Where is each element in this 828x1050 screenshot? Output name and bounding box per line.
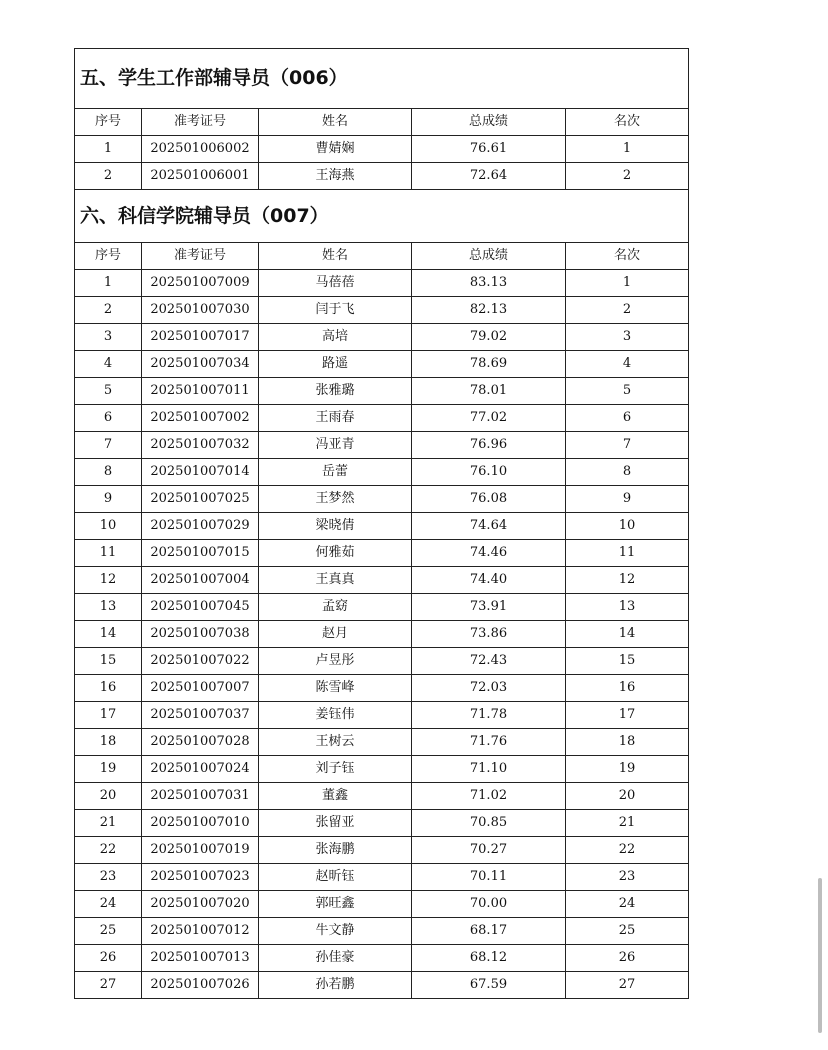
index-cell: 2 [75,163,142,190]
index-cell: 4 [75,351,142,378]
exam-id-cell: 202501007011 [142,378,259,405]
rank-cell: 21 [566,810,689,837]
exam-id-cell: 202501007025 [142,486,259,513]
exam-id-cell: 202501007017 [142,324,259,351]
total-score-cell: 71.10 [412,756,566,783]
column-header-exam-id: 准考证号 [142,109,259,136]
table-row [75,567,689,594]
rank-cell: 11 [566,540,689,567]
total-score-cell: 78.69 [412,351,566,378]
total-score-cell: 71.78 [412,702,566,729]
name-cell: 曹婧娴 [259,136,412,163]
rank-cell: 14 [566,621,689,648]
exam-id-cell: 202501006001 [142,163,259,190]
total-score-cell: 73.86 [412,621,566,648]
rank-cell: 1 [566,270,689,297]
table-row [75,729,689,756]
index-cell: 17 [75,702,142,729]
section-header [75,49,689,109]
total-score-cell: 73.91 [412,594,566,621]
name-cell: 张海鹏 [259,837,412,864]
rank-cell: 24 [566,891,689,918]
rank-cell: 4 [566,351,689,378]
rank-cell: 25 [566,918,689,945]
name-cell: 王海燕 [259,163,412,190]
index-cell: 7 [75,432,142,459]
name-cell: 王雨春 [259,405,412,432]
table-row [75,270,689,297]
column-header-rank: 名次 [566,109,689,136]
total-score-cell: 76.10 [412,459,566,486]
name-cell: 赵昕钰 [259,864,412,891]
total-score-cell: 70.11 [412,864,566,891]
index-cell: 14 [75,621,142,648]
exam-id-cell: 202501007031 [142,783,259,810]
table-row [75,405,689,432]
index-cell: 11 [75,540,142,567]
total-score-cell: 82.13 [412,297,566,324]
name-cell: 牛文静 [259,918,412,945]
results-document [74,48,688,999]
table-row [75,918,689,945]
rank-cell: 16 [566,675,689,702]
section-title: 六、科信学院辅导员（007） [75,190,689,243]
rank-cell: 1 [566,136,689,163]
rank-cell: 2 [566,163,689,190]
table-row [75,486,689,513]
name-cell: 董鑫 [259,783,412,810]
rank-cell: 12 [566,567,689,594]
name-cell: 陈雪峰 [259,675,412,702]
name-cell: 路遥 [259,351,412,378]
rank-cell: 23 [566,864,689,891]
name-cell: 赵月 [259,621,412,648]
results-table [74,48,689,999]
index-cell: 27 [75,972,142,999]
table-row [75,756,689,783]
exam-id-cell: 202501007038 [142,621,259,648]
exam-id-cell: 202501006002 [142,136,259,163]
rank-cell: 8 [566,459,689,486]
total-score-cell: 79.02 [412,324,566,351]
table-row [75,702,689,729]
exam-id-cell: 202501007037 [142,702,259,729]
table-row [75,432,689,459]
index-cell: 10 [75,513,142,540]
section-title: 五、学生工作部辅导员（006） [75,49,689,109]
name-cell: 孟窈 [259,594,412,621]
index-cell: 2 [75,297,142,324]
exam-id-cell: 202501007023 [142,864,259,891]
column-header-total-score: 总成绩 [412,243,566,270]
name-cell: 闫于飞 [259,297,412,324]
table-row [75,297,689,324]
name-cell: 马蓓蓓 [259,270,412,297]
table-row [75,351,689,378]
column-header-row [75,243,689,270]
index-cell: 5 [75,378,142,405]
table-row [75,136,689,163]
exam-id-cell: 202501007014 [142,459,259,486]
name-cell: 孙佳豪 [259,945,412,972]
total-score-cell: 72.43 [412,648,566,675]
exam-id-cell: 202501007028 [142,729,259,756]
name-cell: 王真真 [259,567,412,594]
rank-cell: 26 [566,945,689,972]
table-row [75,837,689,864]
total-score-cell: 76.08 [412,486,566,513]
rank-cell: 10 [566,513,689,540]
index-cell: 25 [75,918,142,945]
table-row [75,810,689,837]
table-row [75,378,689,405]
total-score-cell: 72.64 [412,163,566,190]
name-cell: 梁晓倩 [259,513,412,540]
total-score-cell: 70.00 [412,891,566,918]
table-row [75,540,689,567]
index-cell: 8 [75,459,142,486]
rank-cell: 22 [566,837,689,864]
total-score-cell: 68.17 [412,918,566,945]
name-cell: 刘子钰 [259,756,412,783]
name-cell: 郭旺鑫 [259,891,412,918]
table-row [75,594,689,621]
table-row [75,972,689,999]
name-cell: 岳蕾 [259,459,412,486]
index-cell: 13 [75,594,142,621]
total-score-cell: 78.01 [412,378,566,405]
table-row [75,945,689,972]
table-row [75,621,689,648]
total-score-cell: 77.02 [412,405,566,432]
exam-id-cell: 202501007032 [142,432,259,459]
index-cell: 1 [75,136,142,163]
name-cell: 张雅璐 [259,378,412,405]
table-row [75,513,689,540]
rank-cell: 18 [566,729,689,756]
exam-id-cell: 202501007030 [142,297,259,324]
exam-id-cell: 202501007026 [142,972,259,999]
index-cell: 19 [75,756,142,783]
exam-id-cell: 202501007010 [142,810,259,837]
rank-cell: 3 [566,324,689,351]
table-row [75,783,689,810]
scrollbar[interactable] [818,878,822,1033]
total-score-cell: 72.03 [412,675,566,702]
exam-id-cell: 202501007022 [142,648,259,675]
exam-id-cell: 202501007034 [142,351,259,378]
column-header-name: 姓名 [259,109,412,136]
rank-cell: 7 [566,432,689,459]
exam-id-cell: 202501007024 [142,756,259,783]
name-cell: 高培 [259,324,412,351]
exam-id-cell: 202501007004 [142,567,259,594]
name-cell: 王树云 [259,729,412,756]
name-cell: 何雅茹 [259,540,412,567]
index-cell: 23 [75,864,142,891]
rank-cell: 15 [566,648,689,675]
column-header-name: 姓名 [259,243,412,270]
index-cell: 22 [75,837,142,864]
name-cell: 王梦然 [259,486,412,513]
total-score-cell: 74.46 [412,540,566,567]
column-header-total-score: 总成绩 [412,109,566,136]
name-cell: 张留亚 [259,810,412,837]
exam-id-cell: 202501007029 [142,513,259,540]
name-cell: 孙若鹏 [259,972,412,999]
index-cell: 16 [75,675,142,702]
table-row [75,891,689,918]
index-cell: 20 [75,783,142,810]
column-header-rank: 名次 [566,243,689,270]
exam-id-cell: 202501007012 [142,918,259,945]
exam-id-cell: 202501007045 [142,594,259,621]
total-score-cell: 71.02 [412,783,566,810]
rank-cell: 5 [566,378,689,405]
rank-cell: 20 [566,783,689,810]
table-row [75,459,689,486]
index-cell: 1 [75,270,142,297]
section-header [75,190,689,243]
index-cell: 6 [75,405,142,432]
table-row [75,324,689,351]
rank-cell: 17 [566,702,689,729]
exam-id-cell: 202501007019 [142,837,259,864]
rank-cell: 27 [566,972,689,999]
column-header-index: 序号 [75,109,142,136]
total-score-cell: 67.59 [412,972,566,999]
total-score-cell: 70.85 [412,810,566,837]
total-score-cell: 76.96 [412,432,566,459]
total-score-cell: 76.61 [412,136,566,163]
total-score-cell: 71.76 [412,729,566,756]
name-cell: 冯亚青 [259,432,412,459]
column-header-index: 序号 [75,243,142,270]
total-score-cell: 74.40 [412,567,566,594]
table-row [75,675,689,702]
index-cell: 3 [75,324,142,351]
column-header-row [75,109,689,136]
total-score-cell: 68.12 [412,945,566,972]
index-cell: 12 [75,567,142,594]
table-row [75,864,689,891]
rank-cell: 19 [566,756,689,783]
rank-cell: 2 [566,297,689,324]
index-cell: 21 [75,810,142,837]
exam-id-cell: 202501007009 [142,270,259,297]
index-cell: 15 [75,648,142,675]
index-cell: 24 [75,891,142,918]
total-score-cell: 70.27 [412,837,566,864]
rank-cell: 9 [566,486,689,513]
exam-id-cell: 202501007002 [142,405,259,432]
rank-cell: 6 [566,405,689,432]
column-header-exam-id: 准考证号 [142,243,259,270]
table-row [75,163,689,190]
total-score-cell: 74.64 [412,513,566,540]
index-cell: 26 [75,945,142,972]
name-cell: 卢昱彤 [259,648,412,675]
index-cell: 9 [75,486,142,513]
exam-id-cell: 202501007013 [142,945,259,972]
exam-id-cell: 202501007020 [142,891,259,918]
total-score-cell: 83.13 [412,270,566,297]
rank-cell: 13 [566,594,689,621]
exam-id-cell: 202501007015 [142,540,259,567]
exam-id-cell: 202501007007 [142,675,259,702]
name-cell: 姜钰伟 [259,702,412,729]
table-row [75,648,689,675]
index-cell: 18 [75,729,142,756]
